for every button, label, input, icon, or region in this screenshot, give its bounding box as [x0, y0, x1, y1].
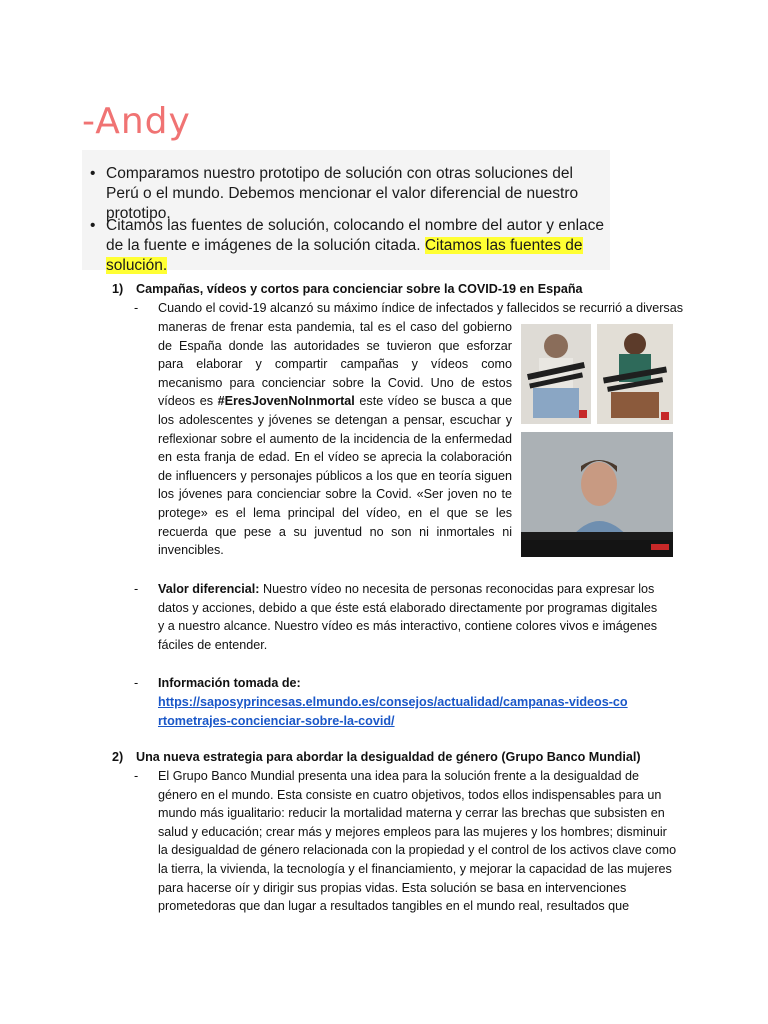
section-1-paragraph-text-cont: este vídeo se busca a que los adolescentes y jóvenes se detengan a pensar, escuchar y reflexionar sobre el aumento de la incidencia de la enfermedad en esta franja de edad. En el vídeo se aprecia la colaboración de influencers y personajes públicos a los que en teoría siguen los jóvenes para concienciar sobre la Covid. «Ser joven no te protege» es el lema principal del vídeo, en el que se les recuerda que pese a su juventud no son ni inmortales ni invencibles.	[158, 394, 512, 558]
section-1-paragraph-text: maneras de frenar esta pandemia, tal es el caso del gobierno de España donde las autoridades se tuvieron que esforzar para elaborar y compartir campañas y vídeos como mecanismo para concienciar sobre la Covid. Uno de estos vídeos es	[158, 320, 512, 409]
section-1-paragraph	[158, 318, 512, 560]
intro-bullet-2	[90, 216, 610, 276]
intro-instructions-box	[82, 150, 610, 274]
dash-marker: -	[134, 769, 139, 783]
valor-diferencial-paragraph	[158, 580, 658, 654]
section-1-heading: Campañas, vídeos y cortos para concienciar sobre la COVID-19 en España	[136, 282, 583, 296]
page-title: -Andy	[82, 101, 191, 142]
section-2-number: 2)	[112, 750, 124, 764]
bullet-dot-icon: •	[90, 217, 96, 234]
section-2-paragraph: El Grupo Banco Mundial presenta una idea para la solución frente a la desigualdad de género en el mundo. Esta consiste en cuatro objetivos, todos ellos indispensables para un mundo más igualitario: reducir la mortalidad materna y cerrar las brechas que subsisten en salud y educación; crear más y mejores empleos para las mujeres y los hombres; disminuir la desigualdad de género relacionada con la propiedad y el control de los activos clave como la tierra, la vivienda, la tecnología y el financiamiento, y mejorar la capacidad de las mujeres para hacerse oír y dirigir sus propias vidas. Esta solución se basa en intervenciones prometedoras que dan lugar a resultados tangibles en el mundo real, resultados que	[158, 769, 677, 914]
section-2-heading: Una nueva estrategia para abordar la desigualdad de género (Grupo Banco Mundial)	[136, 750, 641, 764]
dash-marker: -	[134, 676, 139, 690]
info-label: Información tomada de:	[158, 676, 301, 690]
campaign-poster-image-2	[597, 324, 673, 424]
valor-diferencial-label: Valor diferencial:	[158, 582, 260, 596]
section-1-p1-line1: Cuando el covid-19 alcanzó su máximo índice de infectados y fallecidos se recurrió a diversas	[158, 301, 684, 315]
intro-bullet-2-text: Citamos las fuentes de solución, colocando el nombre del autor y enlace de la fuente e imágenes de la solución citada.	[106, 217, 605, 254]
source-link-container	[158, 693, 628, 730]
intro-bullet-1-text: Comparamos nuestro prototipo de solución con otras soluciones del Perú o el mundo. Debemos mencionar el valor diferencial de nuestro prototipo.	[106, 165, 579, 222]
bullet-dot-icon: •	[90, 165, 96, 182]
valor-diferencial-text: Nuestro vídeo no necesita de personas reconocidas para expresar los datos y acciones, debido a que éste está elaborado directamente por programas digitales y a nuestro alcance. Nuestro vídeo es más interactivo, contiene colores vivos e imágenes fáciles de entender.	[158, 582, 658, 652]
section-1-number: 1)	[112, 282, 124, 296]
intro-bullet-1	[90, 164, 605, 224]
dash-marker: -	[134, 301, 139, 315]
hashtag: #EresJovenNoInmortal	[217, 394, 355, 409]
dash-marker: -	[134, 582, 139, 596]
source-link[interactable]: https://saposyprincesas.elmundo.es/consejos/actualidad/campanas-videos-cortometrajes-concienciar-sobre-la-covid/	[158, 695, 628, 728]
campaign-poster-image-1	[521, 324, 591, 424]
campaign-video-screenshot	[521, 432, 673, 557]
intro-bullet-2-highlight: Citamos las fuentes de solución.	[106, 237, 583, 274]
